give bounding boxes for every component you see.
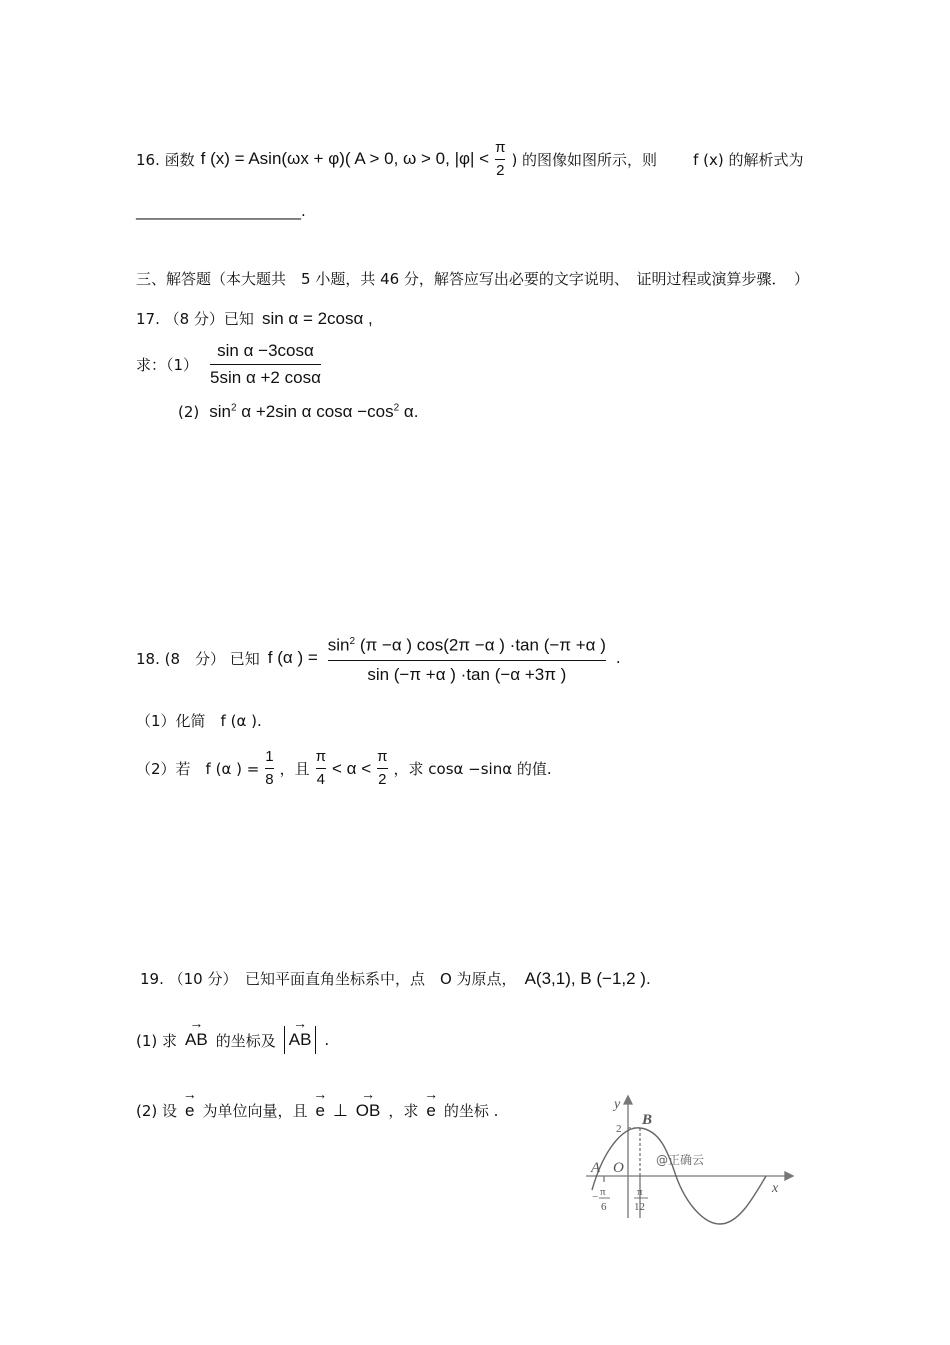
label-a: A xyxy=(591,1160,601,1176)
q16-text: ) 的图像如图所示，则 xyxy=(511,150,658,169)
q18-frac-one-eighth: $\frac{1}{8}$ xyxy=(265,746,273,791)
q18-fraction: $\frac{\sin^2 (\pi -\alpha ) \cos(2\pi -\alpha ) \cdot\tan (-\pi +\alpha )}{\sin (-\pi +\alpha ) \cdot\tan (-\alpha +3\pi )}$ xyxy=(326,628,608,689)
label-b: B xyxy=(642,1112,653,1128)
q16-fraction: $\frac{\pi}{2}$ xyxy=(495,137,505,182)
q19-part1: (1) 求 → AB 的坐标及 → AB . xyxy=(136,1026,329,1054)
perp-symbol: ⊥ xyxy=(332,1100,348,1120)
label-pi-6-num: π xyxy=(600,1186,606,1198)
section-heading: 三、解答题（本大题共 5 小题，共 46 分，解答应写出必要的文字说明、 证明过程或演算步骤． ） xyxy=(136,270,809,288)
q17-part2-expression: $\sin^2 \alpha +2\sin$ α $\cos\alpha -\cos^2$ α. xyxy=(209,402,419,421)
q17-part1-fraction: $\frac{\text{sin α −3cosα}}{\text{5sin α +2 cosα}}$ xyxy=(208,338,323,391)
q18-function: f (α ) = xyxy=(267,648,318,668)
q18-frac-pi-4: $\frac{\pi}{4}$ xyxy=(316,746,326,791)
q19-number: 19. （10 分） 已知平面直角坐标系中，点 O 为原点， xyxy=(140,970,517,988)
q19-points: A(3,1), B (−1,2 ). xyxy=(524,968,651,988)
label-two: 2 xyxy=(616,1123,622,1135)
q16-number: 16. 函数 xyxy=(136,150,195,169)
sine-graph-figure xyxy=(580,1092,800,1232)
q17-part2-label: (2) xyxy=(178,403,200,421)
label-pi-6-den: 6 xyxy=(601,1201,607,1213)
vector-e: → e xyxy=(185,1101,194,1121)
q17-condition: sin α = 2cosα , xyxy=(261,308,373,328)
q17-ask-label: 求：（1） xyxy=(136,356,199,374)
label-o: O xyxy=(613,1160,624,1176)
label-neg-sign: − xyxy=(592,1191,599,1203)
x-axis-label: x xyxy=(772,1181,779,1196)
x-axis-arrow xyxy=(785,1172,793,1180)
q16-text-2: f (x) 的解析式为 xyxy=(693,150,804,169)
vector-e-3: → e xyxy=(426,1101,435,1121)
y-axis-label: y xyxy=(614,1097,621,1112)
q17-number: 17. （8 分）已知 xyxy=(136,310,254,328)
q16-line xyxy=(136,137,803,181)
q18-part1: （1）化简 f (α ). xyxy=(136,712,262,730)
vector-e-2: → e xyxy=(316,1101,325,1121)
q19-line xyxy=(140,968,651,989)
label-pi-12-den: 12 xyxy=(634,1201,645,1213)
q17-part2 xyxy=(178,402,418,422)
q18-period: . xyxy=(615,649,621,668)
q18-part2: （2）若 f (α ) = $\frac{1}{8}$ ，且 $\frac{\pi}{4}$ < α < $\frac{\pi}{2}$ ，求 cosα −sinα 的值. xyxy=(136,746,552,791)
vector-ob: → OB xyxy=(356,1101,381,1121)
q19-part2: (2) 设 → e 为单位向量，且 → e ⊥ → OB ，求 → e 的坐标 . xyxy=(136,1100,498,1121)
label-pi-12-num: π xyxy=(637,1186,643,1198)
q16-expression: f (x) = Asin(ωx + φ)( A > 0, ω > 0, |φ| < xyxy=(200,149,490,168)
q17-part1 xyxy=(136,338,323,391)
vector-ab: → AB xyxy=(185,1030,208,1050)
q18-frac-pi-2: $\frac{\pi}{2}$ xyxy=(377,746,387,791)
y-axis-arrow xyxy=(624,1096,632,1104)
q18-number: 18. (8 分） 已知 xyxy=(136,649,260,668)
watermark: @正确云 xyxy=(656,1153,705,1167)
q17-line xyxy=(136,308,373,329)
q18-line xyxy=(136,628,621,689)
q16-answer-blank[interactable]: ______________________. xyxy=(136,202,306,220)
vector-ab-magnitude: → AB xyxy=(284,1026,317,1054)
